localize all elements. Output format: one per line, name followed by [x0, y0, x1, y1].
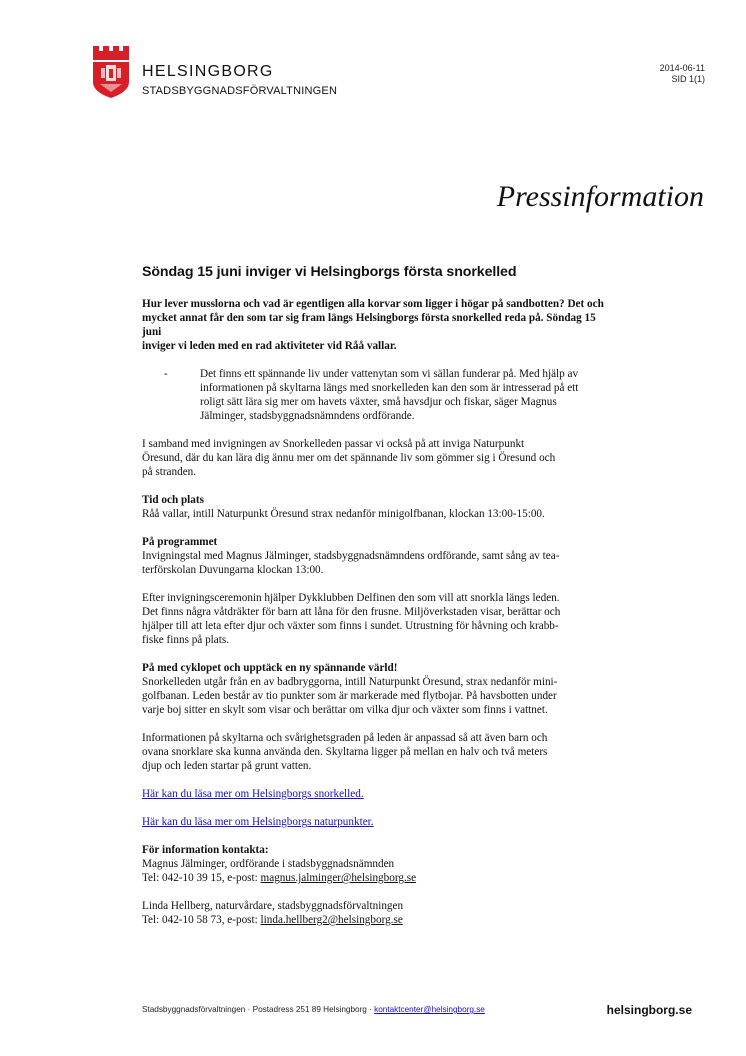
contact-phone: Tel: 042-10 39 15, e-post:: [142, 872, 261, 884]
contact-name: Linda Hellberg, naturvårdare, stadsbyggnadsförvaltningen: [142, 900, 404, 912]
contact-email-link[interactable]: magnus.jalminger@helsingborg.se: [260, 872, 417, 884]
paragraph-line: djup och leden startar på grunt vatten.: [142, 760, 312, 772]
paragraph-line: varje boj sitter en skylt som visar och berättar om vilka djur och växter som finns i vattnet.: [142, 704, 548, 716]
contact-phone: Tel: 042-10 58 73, e-post:: [142, 914, 261, 926]
lead-paragraph: [142, 297, 612, 353]
quote-line: Jälminger, stadsbyggnadsnämndens ordförande.: [200, 410, 415, 422]
footer-email-link[interactable]: kontaktcenter@helsingborg.se: [374, 1005, 485, 1014]
contact-section: [142, 843, 612, 885]
section-heading: På programmet: [142, 536, 218, 548]
signs-paragraph: [142, 731, 612, 773]
paragraph-line: Råå vallar, intill Naturpunkt Öresund strax nedanför minigolfbanan, klockan 13:00-15:00.: [142, 508, 545, 520]
intro-paragraph: [142, 437, 612, 479]
document-meta: [660, 63, 705, 85]
quote-dash: -: [164, 368, 168, 380]
section-heading: På med cyklopet och upptäck en ny spännande värld!: [142, 662, 398, 674]
department-name: STADSBYGGNADSFÖRVALTNINGEN: [142, 85, 338, 97]
snorkel-link[interactable]: Här kan du läsa mer om Helsingborgs snorkelled.: [142, 788, 364, 800]
contact-section-2: [142, 899, 612, 927]
lead-line: mycket annat får den som tar sig fram längs Helsingborgs första snorkelled reda på. Söndag 15 juni: [142, 312, 596, 338]
contact-details: [142, 913, 612, 927]
quote-line: Det finns ett spännande liv under vattenytan som vi sällan funderar på. Med hjälp av: [200, 368, 579, 380]
press-release-body: [142, 263, 612, 941]
paragraph-line: Efter invigningsceremonin hjälper Dykklubben Delfinen den som vill att snorkla längs leden.: [142, 592, 560, 604]
section-heading: Tid och plats: [142, 494, 204, 506]
program-section: [142, 535, 612, 577]
footer-text: Stadsbyggnadsförvaltningen · Postadress 251 89 Helsingborg ·: [142, 1005, 375, 1014]
paragraph-line: I samband med invigningen av Snorkelleden passar vi också på att inviga Naturpunkt: [142, 438, 525, 450]
paragraph-line: på stranden.: [142, 466, 197, 478]
document-type: Pressinformation: [496, 180, 704, 213]
snorkel-link-paragraph: [142, 787, 612, 801]
paragraph-line: golfbanan. Leden består av tio punkter som är markerade med flytbojar. På havsbotten under: [142, 690, 557, 702]
helsingborg-logo-icon: [92, 44, 130, 98]
page-number: SID 1(1): [671, 74, 705, 84]
paragraph-line: Öresund, där du kan lära dig ännu mer om det spännande liv som gömmer sig i Öresund och: [142, 452, 556, 464]
paragraph-line: ovana snorklare ska kunna använda den. Skyltarna ligger på mellan en halv och två meters: [142, 746, 548, 758]
quote-line: roligt sätt lära sig mer om havets växter, små havsdjur och fiskar, säger Magnus: [200, 396, 557, 408]
footer-site: helsingborg.se: [606, 1003, 692, 1017]
quote-line: informationen på skyltarna längs med snorkelleden kan den som är intresserad på ett: [200, 382, 579, 394]
contact-details: [142, 871, 612, 885]
paragraph-line: Invigningstal med Magnus Jälminger, stadsbyggnadsnämndens ordförande, samt sång av tea-: [142, 550, 560, 562]
org-name: HELSINGBORG: [142, 63, 274, 80]
section-heading: För information kontakta:: [142, 844, 269, 856]
nature-points-link[interactable]: Här kan du läsa mer om Helsingborgs naturpunkter.: [142, 816, 374, 828]
nature-link-paragraph: [142, 815, 612, 829]
dive-paragraph: [142, 591, 612, 647]
lead-line: inviger vi leden med en rad aktiviteter vid Råå vallar.: [142, 340, 397, 352]
paragraph-line: terförskolan Duvungarna klockan 13:00.: [142, 564, 324, 576]
contact-name: Magnus Jälminger, ordförande i stadsbyggnadsnämnden: [142, 858, 395, 870]
quote-block: [142, 367, 612, 423]
paragraph-line: Informationen på skyltarna och svårighetsgraden på leden är anpassad så att även barn och: [142, 732, 548, 744]
page-title: Söndag 15 juni inviger vi Helsingborgs första snorkelled: [142, 264, 517, 280]
document-date: 2014-06-11: [659, 63, 705, 73]
paragraph-line: Det finns några våtdräkter för barn att låna för den frusne. Miljöverkstaden visar, berättar och: [142, 606, 561, 618]
contact-email-link[interactable]: linda.hellberg2@helsingborg.se: [260, 914, 403, 926]
paragraph-line: fiske finns på plats.: [142, 634, 229, 646]
discover-section: [142, 661, 612, 717]
paragraph-line: Snorkelleden utgår från en av badbryggorna, intill Naturpunkt Öresund, strax nedanför mini-: [142, 676, 558, 688]
time-place-section: [142, 493, 612, 521]
lead-line: Hur lever musslorna och vad är egentligen alla korvar som ligger i högar på sandbotten? Det och: [142, 298, 604, 310]
paragraph-line: hjälper till att leta efter djur och växter som finns i sundet. Utrustning för håvning och krabb-: [142, 620, 559, 632]
